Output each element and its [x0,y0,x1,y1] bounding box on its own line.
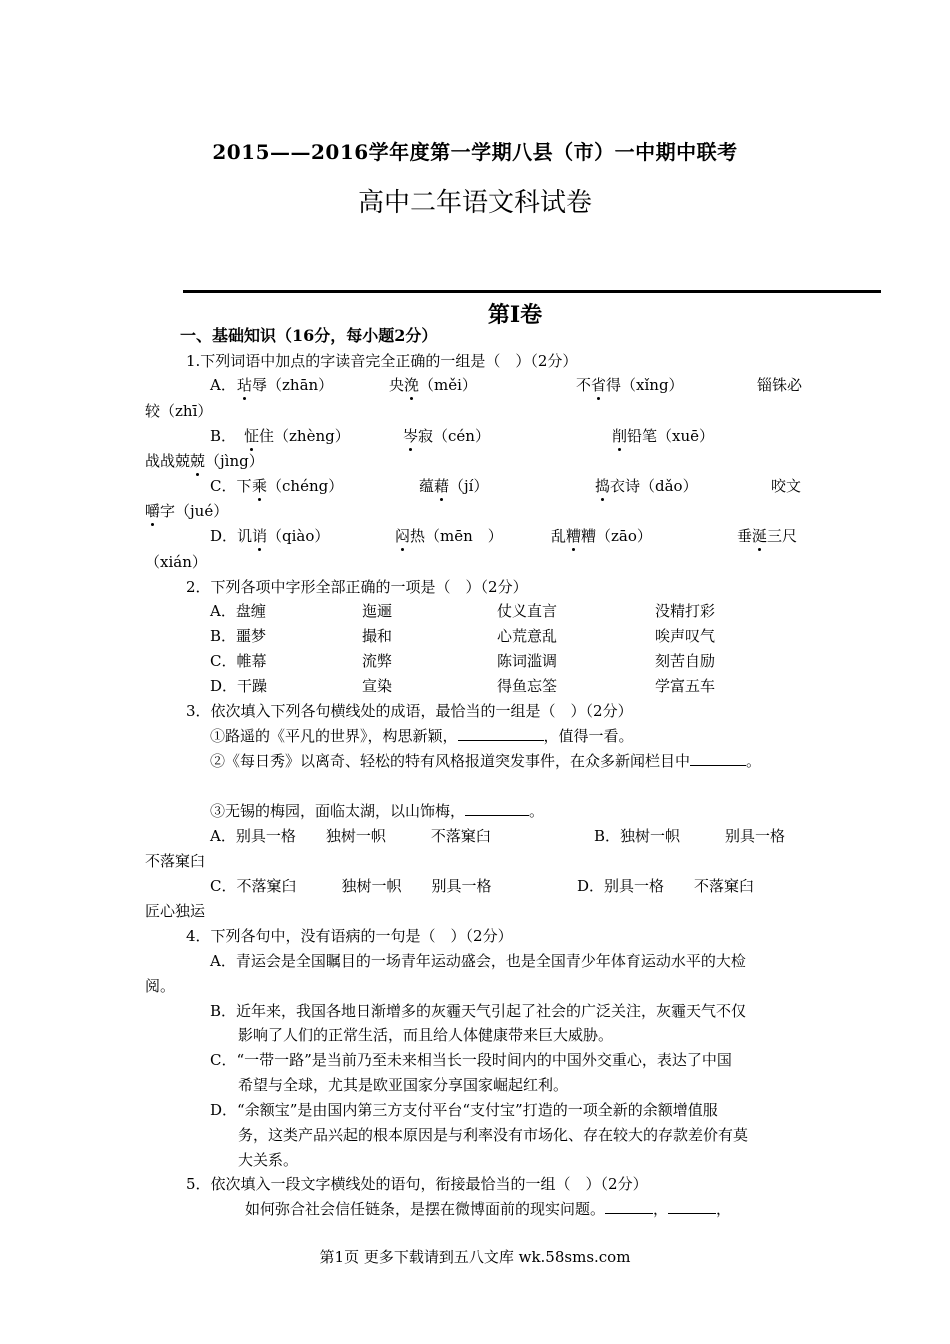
q3-stem: 3．依次填入下列各句横线处的成语，最恰当的一组是（ ）（2分） [186,702,633,720]
q1-option-a-word1: 玷辱（zhān） [237,376,334,394]
q2-option-b-1: B．噩梦 [210,627,267,645]
q2-option-b-4: 唉声叹气 [655,627,716,645]
q4-option-a-line2: 阅。 [145,977,176,995]
q2-option-c-4: 刻苦自励 [655,652,716,670]
q4-option-d-line2: 务，这类产品兴起的根本原因是与利率没有市场化、存在较大的存款差价有莫 [238,1126,749,1144]
q1-option-d-word1: 诮（qiào） [252,527,330,545]
q3-sentence-2: ②《每日秀》以离奇、轻松的特有风格报道突发事件，在众多新闻栏目中 。 [210,752,762,770]
q2-option-c-1: C．帷幕 [210,652,267,670]
q1-option-c-word3: 捣衣诗（dǎo） [595,477,698,495]
q4-option-b-line1: B．近年来，我国各地日渐增多的灰霾天气引起了社会的广泛关注，灰霾天气不仅 [210,1002,747,1020]
q2-option-a-3: 仗义直言 [497,602,558,620]
q3-option-c: C．不落窠臼 独树一帜 别具一格 [210,877,492,895]
q2-stem: 2．下列各项中字形全部正确的一项是（ ）（2分） [186,578,528,596]
q1-option-b-word3: 削铅笔（xuē） [612,427,715,445]
q3-option-b: B．独树一帜 别具一格 [594,827,786,845]
q3-option-d: D．别具一格 不落窠臼 [577,877,755,895]
q1-option-a-label: A． [210,376,236,394]
q5-passage: 如何弥合社会信任链条，是摆在微博面前的现实问题。 ， ， [245,1200,732,1218]
q1-option-d-word3: 乱糟糟（zāo） [551,527,652,545]
q2-option-b-3: 心荒意乱 [497,627,558,645]
page-footer: 第1页 更多下载请到五八文库 wk.58sms.com [319,1248,631,1266]
q2-option-a-1: A．盘缠 [210,602,266,620]
q4-option-c-line1: C．“一带一路”是当前乃至未来相当长一段时间内的中国外交重心，表达了中国 [210,1051,732,1069]
q2-option-b-2: 撮和 [362,627,393,645]
q1-option-d-label: D．讥 [210,527,253,545]
q4-option-d-line3: 大关系。 [238,1151,299,1169]
q3-option-a: A．别具一格 独树一帜 不落窠臼 [210,827,491,845]
section-heading: 一、基础知识（16分，每小题2分） [180,326,438,345]
q2-option-d-4: 学富五车 [655,677,716,695]
q5-stem: 5．依次填入一段文字横线处的语句，衔接最恰当的一组（ ）（2分） [186,1175,648,1193]
q3-sentence-3: ③无锡的梅园，面临太湖，以山饰梅， 。 [210,802,545,820]
exam-title-line1: 2015——2016学年度第一学期八县（市）一中期中联考 [212,140,738,164]
q4-option-a-line1: A．青运会是全国瞩目的一场青年运动盛会，也是全国青少年体育运动水平的大检 [210,952,746,970]
q4-option-b-line2: 影响了人们的正常生活，而且给人体健康带来巨大威胁。 [238,1026,614,1044]
q2-option-a-4: 没精打彩 [655,602,716,620]
q4-option-c-line2: 希望与全球，尤其是欧亚国家分享国家崛起红利。 [238,1076,569,1094]
q1-option-d-word4-continued: （xián） [145,553,207,571]
q1-option-a-word4-continued: 较（zhī） [145,402,213,420]
q2-option-d-2: 宣染 [362,677,393,695]
q1-stem: 1.下列词语中加点的字读音完全正确的一组是（ ）（2分） [186,352,578,370]
q1-option-c-label: C．下 [210,477,252,495]
q3-sentence-1: ①路遥的《平凡的世界》，构思新颖， ，值得一看。 [210,727,634,745]
horizontal-rule [183,290,881,293]
q3-option-d-continued: 匠心独运 [145,902,206,920]
q1-option-c-word2: 蕴藉（jí） [419,477,489,495]
q1-option-c-word1: 乘（chéng） [252,477,344,495]
q2-option-d-3: 得鱼忘筌 [497,677,558,695]
q1-option-a-word2: 央浼（měi） [389,376,477,394]
q4-stem: 4．下列各句中，没有语病的一句是（ ）（2分） [186,927,513,945]
q1-option-b-word4: 战战兢兢（jìng） [145,452,264,470]
q1-option-a-word3: 不省得（xǐng） [576,376,684,394]
q1-option-c-word4-continued: 嚼字（jué） [145,502,229,520]
q2-option-d-1: D．干躁 [210,677,268,695]
q2-option-c-3: 陈词滥调 [497,652,558,670]
q2-option-a-2: 迤逦 [362,602,393,620]
q2-option-c-2: 流弊 [362,652,393,670]
exam-title-line2: 高中二年语文科试卷 [357,188,592,218]
q1-option-b-word2: 岑寂（cén） [403,427,490,445]
q1-option-d-word4: 垂涎三尺 [737,527,798,545]
q1-option-c-word4: 咬文 [771,477,802,495]
q4-option-d-line1: D．“余额宝”是由国内第三方支付平台“支付宝”打造的一项全新的余额增值服 [210,1101,718,1119]
q1-option-b-word1: 怔住（zhèng） [244,427,350,445]
volume-heading: 第Ⅰ卷 [487,302,543,328]
q1-option-b-label: B． [210,427,237,445]
q1-option-d-word2: 闷热（mēn ） [395,527,503,545]
q1-option-a-word4: 锱铢必 [757,376,803,394]
q3-option-b-continued: 不落窠臼 [145,852,206,870]
